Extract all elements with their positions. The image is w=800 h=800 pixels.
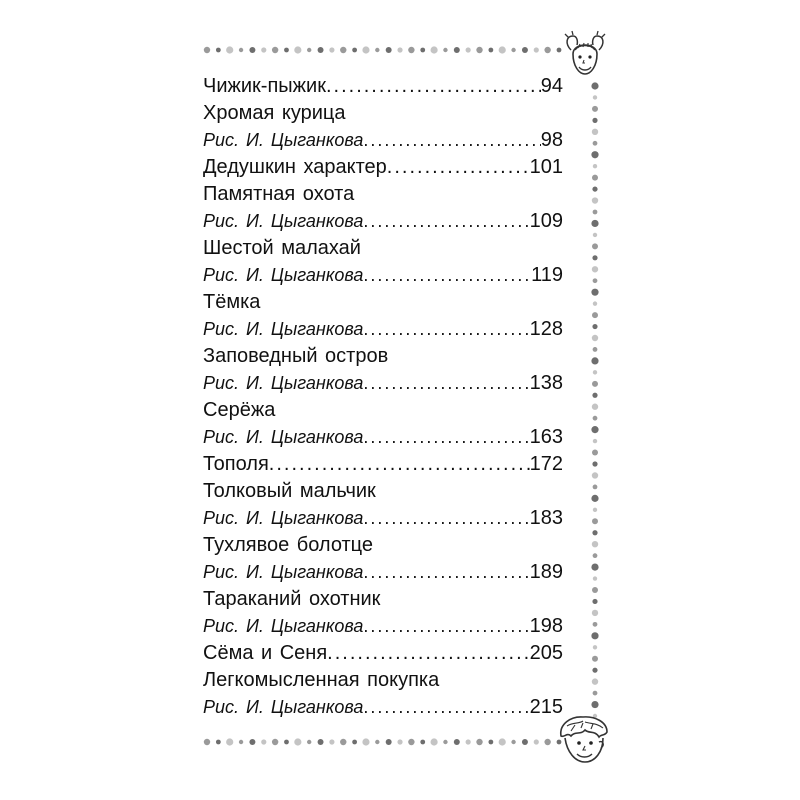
dot-leader: [363, 696, 529, 718]
decorative-dot: [239, 740, 243, 744]
decorative-dot: [216, 740, 221, 745]
story-title: Тополя: [203, 453, 269, 475]
illustrator-credit-row: [203, 367, 563, 394]
decorative-dot: [593, 622, 598, 627]
decorative-dot: [408, 47, 414, 53]
decorative-dot: [593, 210, 598, 215]
dotted-border-right: [588, 82, 602, 720]
decorative-dot: [592, 118, 597, 123]
illustrator-credit-row: [203, 610, 563, 637]
decorative-dot: [592, 175, 598, 181]
story-title-row: [203, 664, 563, 691]
story-title: Шестой малахай: [203, 237, 361, 259]
page-number: 101: [529, 156, 563, 178]
illustrator-credit-row: [203, 205, 563, 232]
decorative-dot: [592, 324, 597, 329]
decorative-dot: [386, 739, 392, 745]
decorative-dot: [397, 739, 402, 744]
decorative-dot: [593, 439, 597, 443]
dot-leader: [363, 615, 529, 637]
illustrator-credit-row: [203, 313, 563, 340]
decorative-dot: [592, 393, 597, 398]
decorative-dot: [362, 46, 369, 53]
decorative-dot: [593, 485, 598, 490]
decorative-dot: [591, 151, 598, 158]
decorative-dot: [340, 739, 346, 745]
decorative-dot: [397, 47, 402, 52]
story-title-row: [203, 178, 563, 205]
story-title-row: [203, 151, 563, 178]
dot-leader: [387, 156, 530, 178]
decorative-dot: [318, 739, 324, 745]
story-title-row: [203, 70, 563, 97]
dot-leader: [363, 372, 529, 394]
decorative-dot: [593, 645, 597, 649]
decorative-dot: [284, 48, 289, 53]
dot-leader: [327, 642, 529, 664]
decorative-dot: [591, 220, 598, 227]
story-title-row: [203, 529, 563, 556]
illustrator-credit: Рис. И. Цыганкова: [203, 211, 364, 231]
page-number: 163: [529, 426, 563, 448]
illustrator-credit: Рис. И. Цыганкова: [203, 508, 364, 528]
decorative-dot: [284, 740, 289, 745]
decorative-dot: [226, 46, 233, 53]
illustrator-credit: Рис. И. Цыганкова: [203, 319, 364, 339]
decorative-dot: [591, 563, 598, 570]
dot-leader: [269, 453, 530, 475]
page-number: 109: [529, 210, 563, 232]
decorative-dot: [443, 48, 447, 52]
decorative-dot: [591, 632, 598, 639]
decorative-dot: [591, 289, 598, 296]
page-number: 128: [529, 318, 563, 340]
decorative-dot: [443, 740, 447, 744]
dot-leader: [363, 264, 531, 286]
decorative-dot: [454, 47, 460, 53]
story-title: Легкомысленная покупка: [203, 669, 440, 691]
decorative-dot: [592, 312, 598, 318]
decorative-dot: [544, 739, 550, 745]
decorative-dot: [204, 739, 210, 745]
story-title-row: [203, 286, 563, 313]
decorative-dot: [544, 47, 550, 53]
decorative-dot: [466, 47, 471, 52]
decorative-dot: [216, 48, 221, 53]
story-title: Сёма и Сеня: [203, 642, 328, 664]
decorative-dot: [522, 739, 528, 745]
decorative-dot: [592, 404, 598, 410]
dot-leader: [363, 129, 540, 151]
illustrator-credit-row: [203, 691, 563, 718]
decorative-dot: [557, 48, 562, 53]
illustrator-credit-row: [203, 421, 563, 448]
decorative-dot: [592, 186, 597, 191]
illustrator-credit-row: [203, 556, 563, 583]
decorative-dot: [593, 576, 597, 580]
dot-leader: [363, 507, 529, 529]
decorative-dot: [591, 701, 598, 708]
page-number: 98: [540, 129, 563, 151]
decorative-dot: [307, 740, 311, 744]
decorative-dot: [592, 678, 598, 684]
decorative-dot: [466, 739, 471, 744]
illustrator-credit: Рис. И. Цыганкова: [203, 697, 364, 717]
table-of-contents: [203, 70, 563, 718]
page-number: 94: [540, 75, 563, 97]
illustrator-credit-row: [203, 502, 563, 529]
page-number: 198: [529, 615, 563, 637]
dot-leader: [363, 426, 529, 448]
decorative-dot: [226, 738, 233, 745]
boy-face-icon: [555, 712, 611, 766]
dot-leader: [363, 210, 529, 232]
decorative-dot: [239, 48, 243, 52]
decorative-dot: [420, 740, 425, 745]
decorative-dot: [329, 739, 334, 744]
decorative-dot: [476, 47, 482, 53]
illustrator-credit: Рис. И. Цыганкова: [203, 265, 364, 285]
decorative-dot: [593, 141, 598, 146]
decorative-dot: [522, 47, 528, 53]
decorative-dot: [591, 495, 598, 502]
page-number: 138: [529, 372, 563, 394]
story-title-row: [203, 475, 563, 502]
decorative-dot: [375, 48, 379, 52]
decorative-dot: [592, 335, 598, 341]
illustrator-credit-row: [203, 259, 563, 286]
story-title: Чижик-пыжик: [203, 75, 326, 97]
decorative-dot: [592, 129, 598, 135]
decorative-dot: [592, 541, 598, 547]
story-title: Тараканий охотник: [203, 588, 381, 610]
story-title-row: [203, 97, 563, 124]
story-title: Толковый мальчик: [203, 480, 376, 502]
decorative-dot: [592, 255, 597, 260]
decorative-dot: [362, 738, 369, 745]
illustrator-credit: Рис. И. Цыганкова: [203, 373, 364, 393]
story-title: Хромая курица: [203, 102, 346, 124]
story-title: Тухлявое болотце: [203, 534, 374, 556]
decorative-dot: [511, 740, 515, 744]
decorative-dot: [261, 47, 266, 52]
illustrator-credit: Рис. И. Цыганкова: [203, 427, 364, 447]
decorative-dot: [420, 48, 425, 53]
dot-leader: [363, 561, 529, 583]
decorative-dot: [593, 233, 597, 237]
decorative-dot: [593, 95, 597, 99]
decorative-dot: [340, 47, 346, 53]
decorative-dot: [592, 197, 598, 203]
story-title: Памятная охота: [203, 183, 355, 205]
decorative-dot: [592, 668, 597, 673]
decorative-dot: [591, 82, 598, 89]
decorative-dot: [592, 450, 598, 456]
dotted-border-top: [203, 43, 563, 57]
decorative-dot: [592, 530, 597, 535]
decorative-dot: [592, 587, 598, 593]
story-title: Дедушкин характер: [203, 156, 387, 178]
decorative-dot: [592, 381, 598, 387]
story-title-row: [203, 448, 563, 475]
decorative-dot: [499, 738, 506, 745]
decorative-dot: [430, 738, 437, 745]
decorative-dot: [592, 472, 598, 478]
decorative-dot: [593, 553, 598, 558]
decorative-dot: [592, 106, 598, 112]
girl-with-pigtails-face-icon: [563, 30, 607, 78]
decorative-dot: [272, 47, 278, 53]
decorative-dot: [249, 739, 255, 745]
decorative-dot: [499, 46, 506, 53]
dot-leader: [363, 318, 529, 340]
decorative-dot: [593, 370, 597, 374]
decorative-dot: [318, 47, 324, 53]
decorative-dot: [272, 739, 278, 745]
decorative-dot: [476, 739, 482, 745]
decorative-dot: [592, 266, 598, 272]
decorative-dot: [294, 46, 301, 53]
story-title: Тёмка: [203, 291, 261, 313]
decorative-dot: [593, 164, 597, 168]
decorative-dot: [534, 47, 539, 52]
illustrator-credit: Рис. И. Цыганкова: [203, 562, 364, 582]
decorative-dot: [307, 48, 311, 52]
story-title: Заповедный остров: [203, 345, 389, 367]
decorative-dot: [593, 301, 597, 305]
decorative-dot: [592, 599, 597, 604]
decorative-dot: [261, 739, 266, 744]
dot-leader: [326, 75, 541, 97]
page-number: 189: [529, 561, 563, 583]
decorative-dot: [204, 47, 210, 53]
decorative-dot: [352, 48, 357, 53]
story-title-row: [203, 637, 563, 664]
story-title-row: [203, 394, 563, 421]
page-number: 172: [529, 453, 563, 475]
decorative-dot: [593, 278, 598, 283]
dotted-border-bottom: [203, 735, 563, 749]
story-title-row: [203, 232, 563, 259]
decorative-dot: [352, 740, 357, 745]
decorative-dot: [593, 508, 597, 512]
decorative-dot: [591, 357, 598, 364]
story-title-row: [203, 583, 563, 610]
decorative-dot: [592, 518, 598, 524]
decorative-dot: [294, 738, 301, 745]
page-number: 205: [529, 642, 563, 664]
decorative-dot: [488, 48, 493, 53]
decorative-dot: [408, 739, 414, 745]
decorative-dot: [386, 47, 392, 53]
decorative-dot: [592, 610, 598, 616]
decorative-dot: [593, 691, 598, 696]
page-number: 119: [531, 264, 563, 286]
decorative-dot: [249, 47, 255, 53]
decorative-dot: [591, 426, 598, 433]
decorative-dot: [593, 347, 598, 352]
illustrator-credit: Рис. И. Цыганкова: [203, 616, 364, 636]
decorative-dot: [375, 740, 379, 744]
decorative-dot: [592, 243, 598, 249]
decorative-dot: [329, 47, 334, 52]
decorative-dot: [430, 46, 437, 53]
illustrator-credit: Рис. И. Цыганкова: [203, 130, 364, 150]
decorative-dot: [592, 656, 598, 662]
decorative-dot: [592, 461, 597, 466]
decorative-dot: [593, 416, 598, 421]
page-number: 215: [529, 696, 563, 718]
decorative-dot: [488, 740, 493, 745]
illustrator-credit-row: [203, 124, 563, 151]
decorative-dot: [534, 739, 539, 744]
story-title: Серёжа: [203, 399, 276, 421]
page-number: 183: [529, 507, 563, 529]
story-title-row: [203, 340, 563, 367]
decorative-dot: [454, 739, 460, 745]
decorative-dot: [511, 48, 515, 52]
